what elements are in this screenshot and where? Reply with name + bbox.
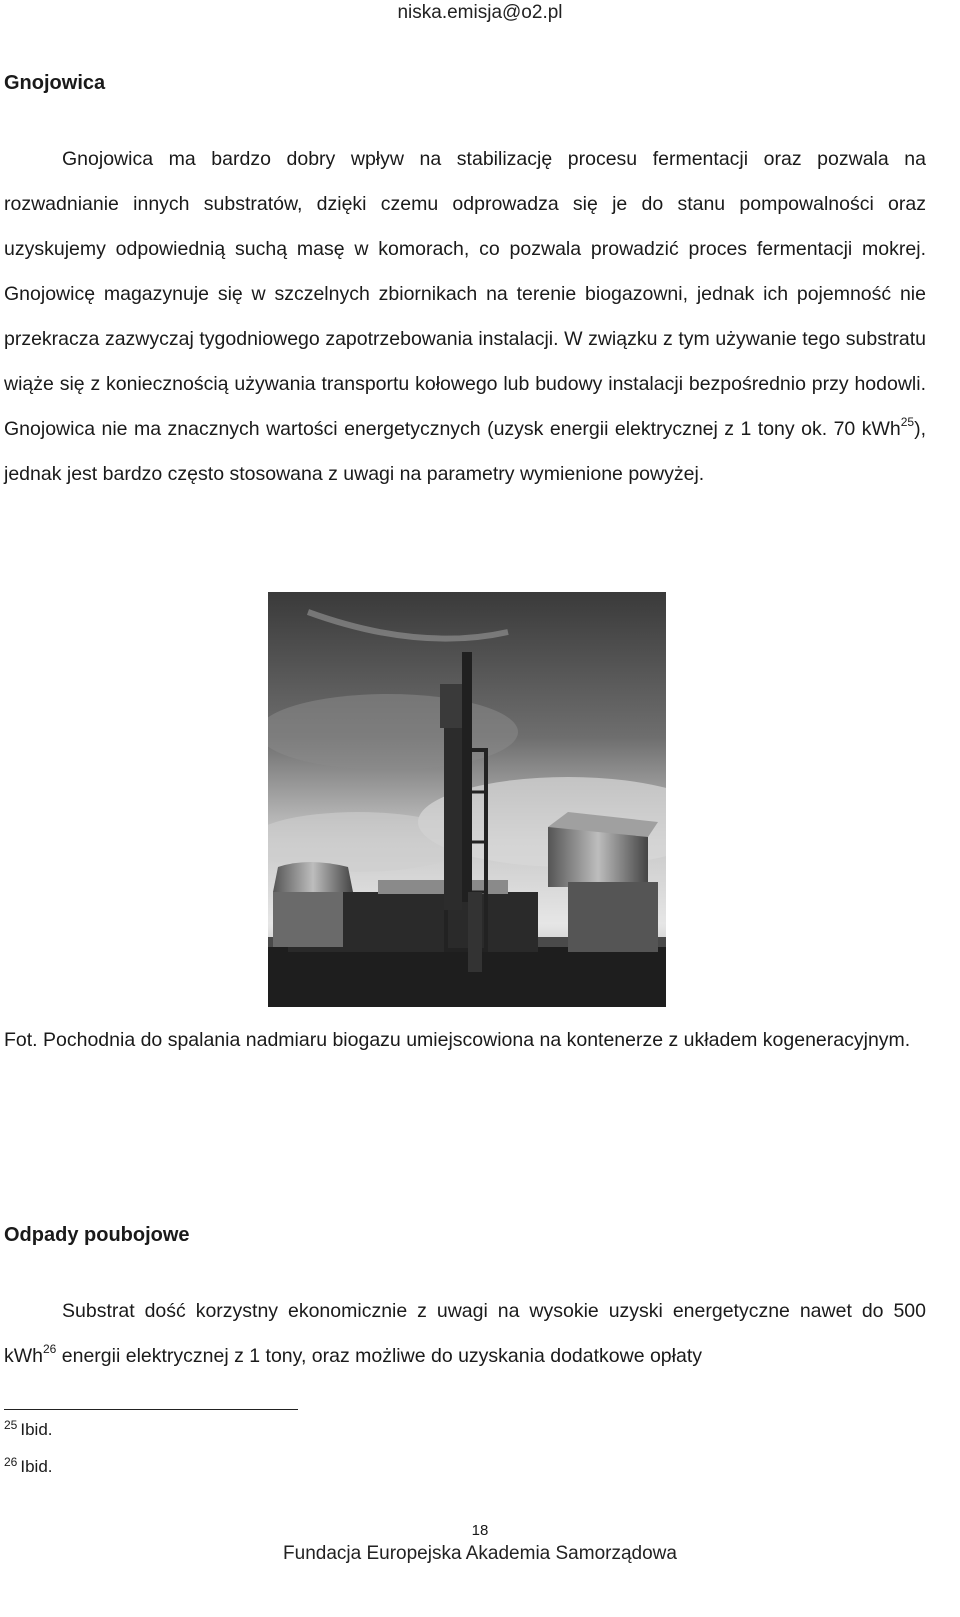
page-footer: Fundacja Europejska Akademia Samorządowa: [283, 1543, 677, 1564]
section-heading-gnojowica: Gnojowica: [4, 72, 106, 94]
photo-caption: Fot. Pochodnia do spalania nadmiaru biogazu umiejscowiona na kontenerze z układem kogeneracyjnym.: [4, 1029, 911, 1051]
paragraph-text: Substrat dość korzystny ekonomicznie z uwagi na wysokie uzyski energetyczne nawet do 500 kWh: [4, 1300, 926, 1367]
footnote-ref-25[interactable]: 25: [900, 415, 915, 429]
footnote-ref-26[interactable]: 26: [43, 1342, 57, 1356]
paragraph-odpady: [4, 1289, 926, 1379]
paragraph-text: energii elektrycznej z 1 tony, oraz możliwe do uzyskania dodatkowe opłaty: [56, 1345, 702, 1367]
paragraph-text: ), jednak jest bardzo często stosowana z uwagi na parametry wymienione powyżej.: [4, 418, 926, 485]
page-number: 18: [471, 1522, 489, 1539]
footnote-25: [4, 1418, 53, 1440]
paragraph-text: Gnojowica ma bardzo dobry wpływ na stabilizację procesu fermentacji oraz pozwala na rozwadnianie innych substratów, dzięki czemu odprowadza się je do stanu pompowalności oraz uzyskujemy odpowiednią suchą masę w komorach, co pozwala prowadzić proces fermentacji mokrej. Gnojowicę magazynuje się w szczelnych zbiornikach na terenie biogazowni, jednak ich pojemność nie przekracza zazwyczaj tygodniowego zapotrzebowania instalacji. W związku z tym używanie tego substratu wiąże się z koniecznością używania transportu kołowego lub budowy instalacji bezpośrednio przy hodowli. Gnojowica nie ma znacznych wartości energetycznych (uzysk energii elektrycznej z 1 tony ok. 70 kWh: [4, 148, 926, 440]
section-heading-odpady: Odpady poubojowe: [4, 1224, 190, 1246]
paragraph-gnojowica: [4, 137, 926, 497]
footnote-separator: [4, 1409, 298, 1410]
footnote-number: 25: [4, 1418, 18, 1432]
footnote-26: [4, 1455, 53, 1477]
footnote-number: 26: [4, 1455, 18, 1469]
biogas-flare-photo: [268, 592, 666, 1007]
footnote-text: Ibid.: [20, 1420, 53, 1439]
page-header-email: niska.emisja@o2.pl: [397, 2, 563, 23]
footnote-text: Ibid.: [20, 1457, 53, 1476]
